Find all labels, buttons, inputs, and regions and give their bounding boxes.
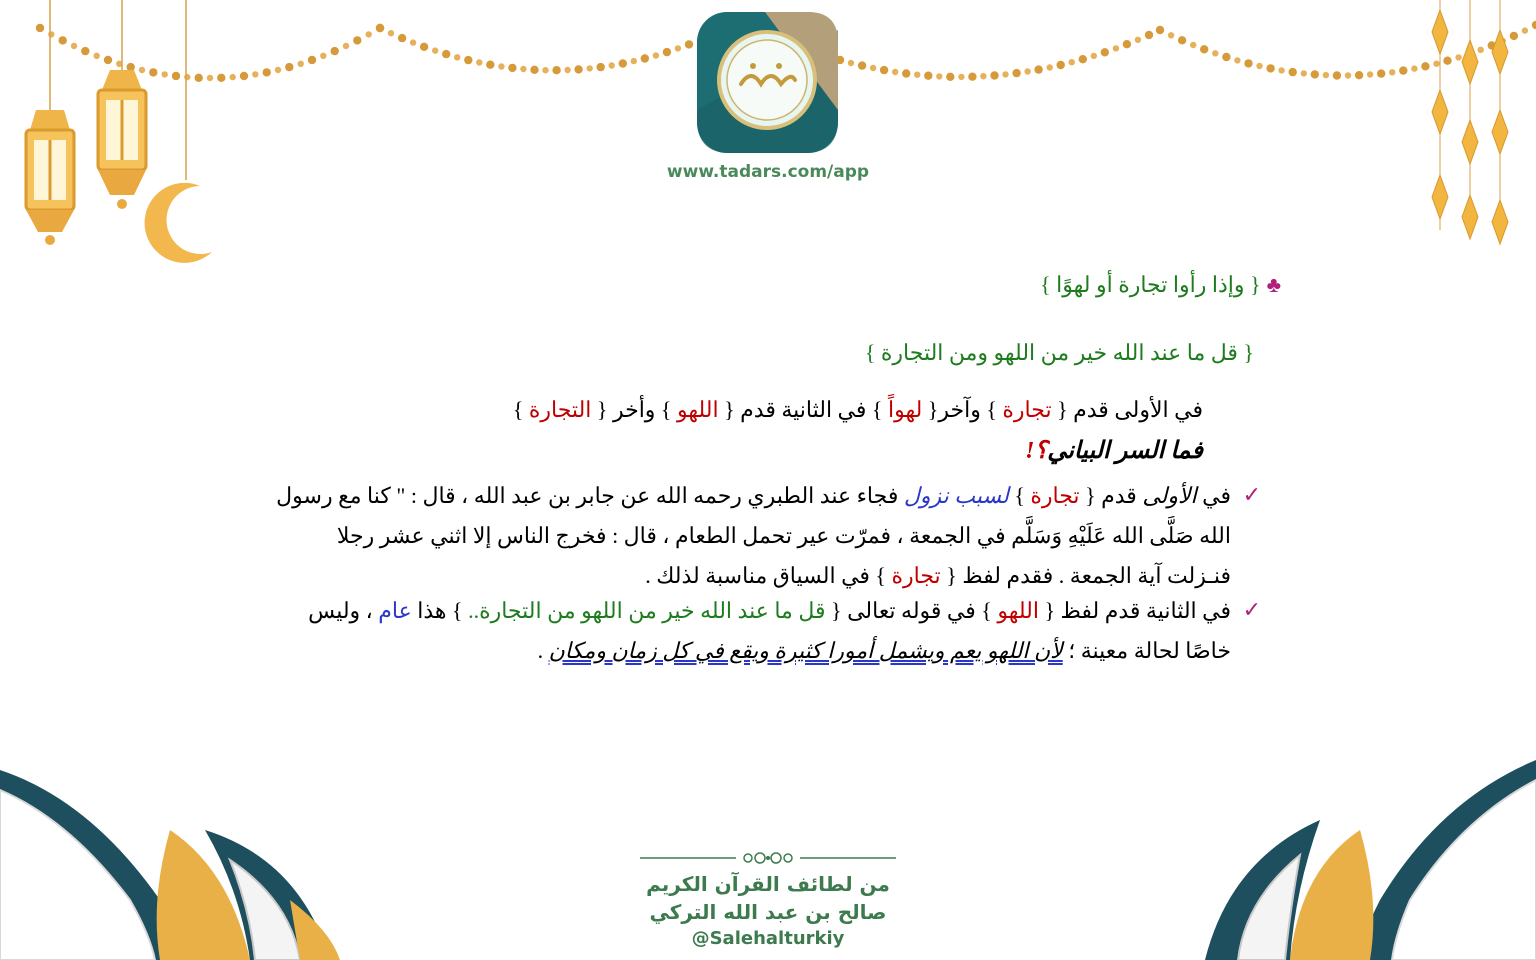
bead (454, 54, 460, 60)
bead (442, 50, 450, 58)
bead (464, 56, 472, 64)
text-span: في (1202, 483, 1231, 508)
ramadan-lantern-icon (98, 0, 146, 209)
bead (1200, 45, 1208, 53)
verse-quote: قل ما عند الله خير من اللهو من التجارة.. (468, 598, 826, 623)
bead (675, 45, 681, 51)
bead (936, 73, 942, 79)
crescent-moon-icon (145, 0, 212, 263)
intro-paragraph (303, 394, 1203, 426)
bead (81, 47, 89, 55)
bead (958, 74, 964, 80)
highlight-word: اللهو (997, 598, 1039, 623)
highlight-word: تجارة (1002, 397, 1052, 422)
bead (285, 63, 293, 71)
bead (980, 73, 986, 79)
bead (149, 68, 157, 76)
footer-handle[interactable]: @Salehalturkiy (691, 928, 845, 949)
bead (946, 73, 954, 81)
bead (1301, 70, 1307, 76)
bead (263, 68, 271, 76)
bead (298, 61, 304, 67)
text-span: في الأولى قدم { (1057, 397, 1203, 422)
bead (1411, 65, 1417, 71)
bead (1289, 68, 1297, 76)
bead (1355, 71, 1363, 79)
bead (1333, 71, 1341, 79)
bead (139, 67, 145, 73)
highlight-word: اللهو (676, 397, 719, 422)
bead (1311, 70, 1319, 78)
footer-author: صالح بن عبد الله التركي (649, 900, 887, 924)
verse-heading-1 (381, 272, 1281, 298)
bead (388, 30, 394, 36)
bead (432, 47, 438, 53)
bead (217, 74, 225, 82)
bead (1190, 42, 1196, 48)
question-mark: ؟! (1025, 438, 1048, 464)
bead (104, 56, 112, 64)
bead (1532, 21, 1536, 29)
italic-blue-span: لسبب نزول (903, 483, 1009, 508)
flower-ornament-right (1205, 760, 1536, 960)
bead (1135, 37, 1141, 43)
text-span: } في قوله تعالى { (831, 598, 992, 623)
bead (1399, 66, 1407, 74)
bead (1156, 26, 1164, 34)
bead (48, 31, 54, 37)
bead (631, 58, 637, 64)
bead (240, 72, 248, 80)
bead (1047, 64, 1053, 70)
bead (1101, 48, 1109, 56)
highlight-word: لهواً (887, 397, 923, 422)
bead (71, 43, 77, 49)
bead (1244, 59, 1252, 67)
question-text: فما السر البياني (1047, 438, 1203, 464)
bead (353, 36, 361, 44)
bead (343, 43, 349, 49)
bead (1002, 71, 1008, 77)
text-span: } (1014, 483, 1025, 508)
bead (1024, 68, 1030, 74)
text-span: . (537, 638, 544, 663)
bead (1421, 62, 1429, 70)
bead (552, 66, 560, 74)
bead (1323, 72, 1329, 78)
bead (990, 71, 998, 79)
bead (1256, 63, 1262, 69)
bead (1377, 69, 1385, 77)
bead (331, 47, 339, 55)
hanging-diamond-decoration (1432, 0, 1508, 245)
bead (609, 62, 615, 68)
bead (619, 59, 627, 67)
bead (574, 65, 582, 73)
check-icon: ✓ (1242, 483, 1261, 508)
bead (476, 59, 482, 65)
bead (320, 53, 326, 59)
footer-title: من لطائف القرآن الكريم (646, 872, 890, 896)
bead (1478, 47, 1484, 53)
bullet-item-1 (271, 476, 1261, 596)
bead (275, 67, 281, 73)
bead (398, 34, 406, 42)
bead (924, 72, 932, 80)
bead (968, 73, 976, 81)
text-span: في الثانية قدم لفظ { (1044, 598, 1231, 623)
bead (1212, 50, 1218, 56)
underlined-span: لأن اللهو يعم ويشمل أمورا كثيرة ويقع في كل زمان ومكان (548, 638, 1063, 663)
bead (1345, 72, 1351, 78)
bead (564, 67, 570, 73)
bead (172, 72, 180, 80)
bead (94, 53, 100, 59)
bead (1433, 61, 1439, 67)
bead (1522, 27, 1528, 33)
highlight-word-blue: عام (378, 598, 412, 623)
bead (1113, 45, 1119, 51)
tadars-logo-icon (695, 10, 840, 155)
verse1-text: { وإذا رأوا تجارة أو لهوًا } (1040, 272, 1261, 297)
bead (542, 67, 548, 73)
bead (663, 48, 671, 56)
bead (252, 71, 258, 77)
bead (587, 65, 593, 71)
ramadan-lantern-icon (26, 0, 74, 245)
bead (308, 56, 316, 64)
bead (1443, 57, 1451, 65)
bead (597, 63, 605, 71)
text-span: } وآخر{ (927, 397, 997, 422)
bead (36, 24, 44, 32)
bead (162, 71, 168, 77)
bead (1178, 36, 1186, 44)
bead (892, 69, 898, 75)
highlight-word: تجارة (891, 563, 941, 588)
bead (653, 52, 659, 58)
bead (1367, 71, 1373, 77)
bead (376, 24, 384, 32)
question-line (303, 436, 1203, 465)
text-span: فجاء عند الطبري رحمه الله عن جابر بن عبد الله ، قال : " كنا مع رسول الله صَلَّى الله عَلَيْهِ وَسَلَّم في الجمعة ، فمرّت عير تحمل الطعام ، قال : فخرج الناس إلا اثني عشر رجلا فنـزلت آية الجمعة . فقدم لفظ { (276, 483, 1231, 588)
bead (1510, 32, 1518, 40)
bead (870, 65, 876, 71)
bead (230, 74, 236, 80)
bead (1389, 69, 1395, 75)
text-span: } في الثانية قدم { (724, 397, 883, 422)
text-span: } في السياق مناسبة لذلك . (645, 563, 886, 588)
bead (1168, 32, 1174, 38)
bead (848, 60, 854, 66)
bead (1222, 53, 1230, 61)
bead (486, 60, 494, 68)
bead (207, 75, 213, 81)
bead (914, 72, 920, 78)
verse-heading-2: { قل ما عند الله خير من اللهو ومن التجارة } (864, 340, 1254, 365)
bead (1091, 53, 1097, 59)
highlight-word: التجارة (528, 397, 592, 422)
bead (1057, 61, 1065, 69)
bead (530, 66, 538, 74)
club-icon: ♣ (1266, 272, 1281, 297)
bead (880, 66, 888, 74)
bead (1455, 54, 1461, 60)
bead (508, 64, 516, 72)
bead (520, 66, 526, 72)
text-span: } هذا (417, 598, 463, 623)
bead (195, 74, 203, 82)
bead (641, 54, 649, 62)
flower-ornament-left (0, 770, 340, 960)
check-icon: ✓ (1242, 598, 1261, 623)
footer-divider-ornament (640, 848, 896, 868)
bead (685, 40, 693, 48)
bead (1012, 69, 1020, 77)
text-span: ، وليس خاصًا لحالة معينة ؛ (308, 598, 1231, 663)
bead (1079, 55, 1087, 63)
bead (366, 31, 372, 37)
bullet-item-2 (271, 591, 1261, 671)
bead (902, 69, 910, 77)
bead (1145, 31, 1153, 39)
text-span: قدم { (1085, 483, 1137, 508)
bead (1234, 57, 1240, 63)
italic-span: الأولى (1142, 483, 1197, 508)
site-url[interactable]: www.tadars.com/app (666, 162, 870, 182)
bead (1278, 67, 1284, 73)
text-span: } (512, 397, 524, 422)
bead (184, 74, 190, 80)
bead (420, 43, 428, 51)
bead (1034, 65, 1042, 73)
bead (1123, 40, 1131, 48)
bead (1069, 59, 1075, 65)
bead (858, 61, 866, 69)
bead (59, 36, 67, 44)
highlight-word: تجارة (1030, 483, 1080, 508)
bead (410, 39, 416, 45)
text-span: } وأخر { (596, 397, 672, 422)
bead (498, 63, 504, 69)
bead (1266, 64, 1274, 72)
